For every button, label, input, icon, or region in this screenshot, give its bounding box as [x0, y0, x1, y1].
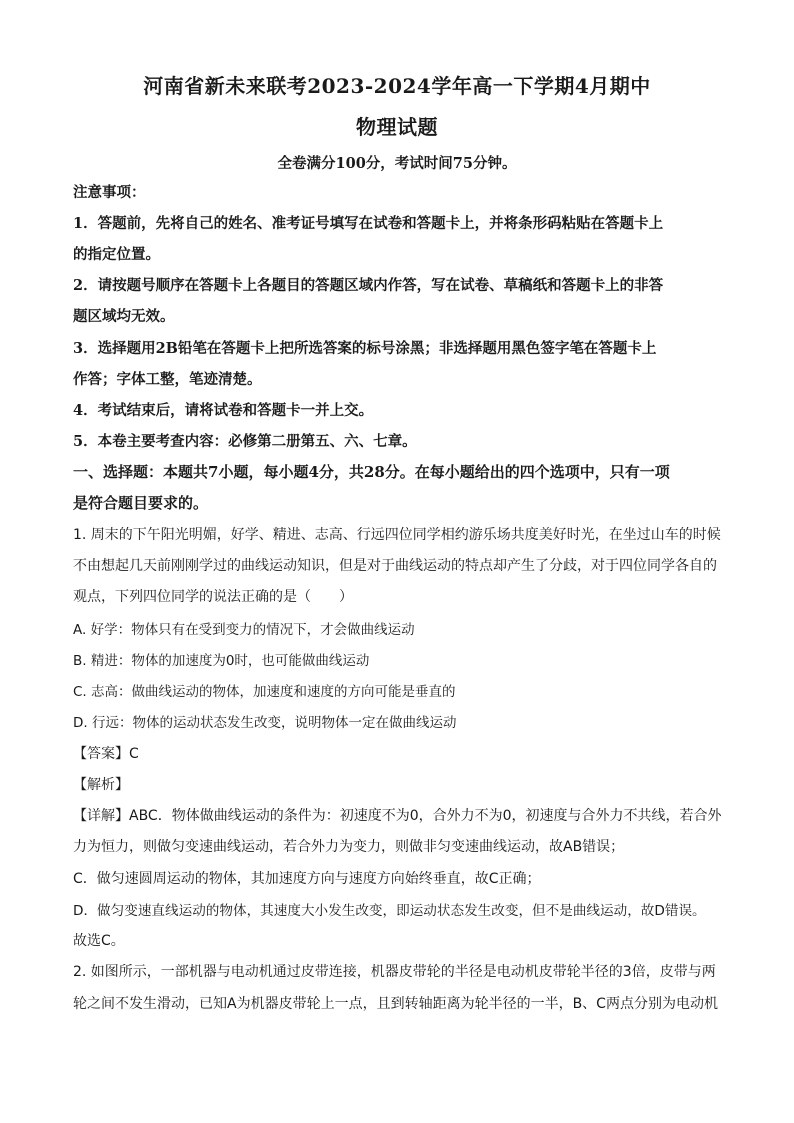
explanation-line: 力为恒力，则做匀变速曲线运动，若合外力为变力，则做非匀变速曲线运动，故AB错误；	[73, 839, 625, 855]
notice-line: 4．考试结束后，请将试卷和答题卡一并上交。	[73, 402, 374, 419]
notice-line: 1．答题前，先将自己的姓名、准考证号填写在试卷和答题卡上，并将条形码粘贴在答题卡上	[73, 215, 664, 232]
exam-title: 河南省新未来联考2023-2024学年高一下学期4月期中	[143, 74, 651, 98]
explanation-line: C．做匀速圆周运动的物体，其加速度方向与速度方向始终垂直，故C正确；	[73, 871, 541, 887]
question-stem: 2. 如图所示，一部机器与电动机通过皮带连接，机器皮带轮的半径是电动机皮带轮半径的3倍，皮带与两	[73, 964, 716, 980]
answer: 【答案】C	[73, 746, 139, 762]
explanation-line: 【详解】ABC．物体做曲线运动的条件为：初速度不为0，合外力不为0，初速度与合外力不共线，若合外	[73, 808, 722, 824]
analysis-label: 【解析】	[73, 777, 129, 793]
option-a: A. 好学：物体只有在受到变力的情况下，才会做曲线运动	[73, 622, 415, 638]
notice-line: 作答；字体工整，笔迹清楚。	[73, 371, 262, 388]
section-heading: 是符合题目要求的。	[73, 494, 209, 512]
section-heading: 一、选择题：本题共7小题，每小题4分，共28分。在每小题给出的四个选项中，只有一项	[73, 463, 670, 481]
option-b: B. 精进：物体的加速度为0时，也可能做曲线运动	[73, 653, 370, 669]
notice-line: 3．选择题用2B铅笔在答题卡上把所选答案的标号涂黑；非选择题用黑色签字笔在答题卡上	[73, 340, 657, 357]
notice-heading: 注意事项：	[73, 184, 146, 201]
explanation-line: 故选C。	[73, 933, 125, 949]
question-stem: 轮之间不发生滑动，已知A为机器皮带轮上一点，且到转轴距离为轮半径的一半，B、C两点分别为电动机	[73, 996, 718, 1012]
subject-title: 物理试题	[356, 115, 438, 139]
notice-line: 5．本卷主要考查内容：必修第二册第五、六、七章。	[73, 433, 417, 450]
question-stem: 不由想起几天前刚刚学过的曲线运动知识，但是对于曲线运动的特点却产生了分歧，对于四位同学各自的	[73, 558, 717, 574]
exam-info: 全卷满分100分，考试时间75分钟。	[277, 155, 517, 172]
notice-line: 的指定位置。	[73, 246, 160, 263]
question-stem: 1. 周末的下午阳光明媚，好学、精进、志高、行远四位同学相约游乐场共度美好时光，在坐过山车的时候	[73, 527, 721, 543]
option-d: D. 行远：物体的运动状态发生改变，说明物体一定在做曲线运动	[73, 715, 457, 731]
notice-line: 题区域均无效。	[73, 308, 175, 325]
explanation-line: D．做匀变速直线运动的物体，其速度大小发生改变，即运动状态发生改变，但不是曲线运动，故D错误。	[73, 903, 706, 919]
notice-line: 2．请按题号顺序在答题卡上各题目的答题区域内作答，写在试卷、草稿纸和答题卡上的非答	[73, 277, 664, 294]
option-c: C. 志高：做曲线运动的物体，加速度和速度的方向可能是垂直的	[73, 684, 456, 700]
question-stem: 观点，下列四位同学的说法正确的是（ ）	[73, 589, 353, 605]
